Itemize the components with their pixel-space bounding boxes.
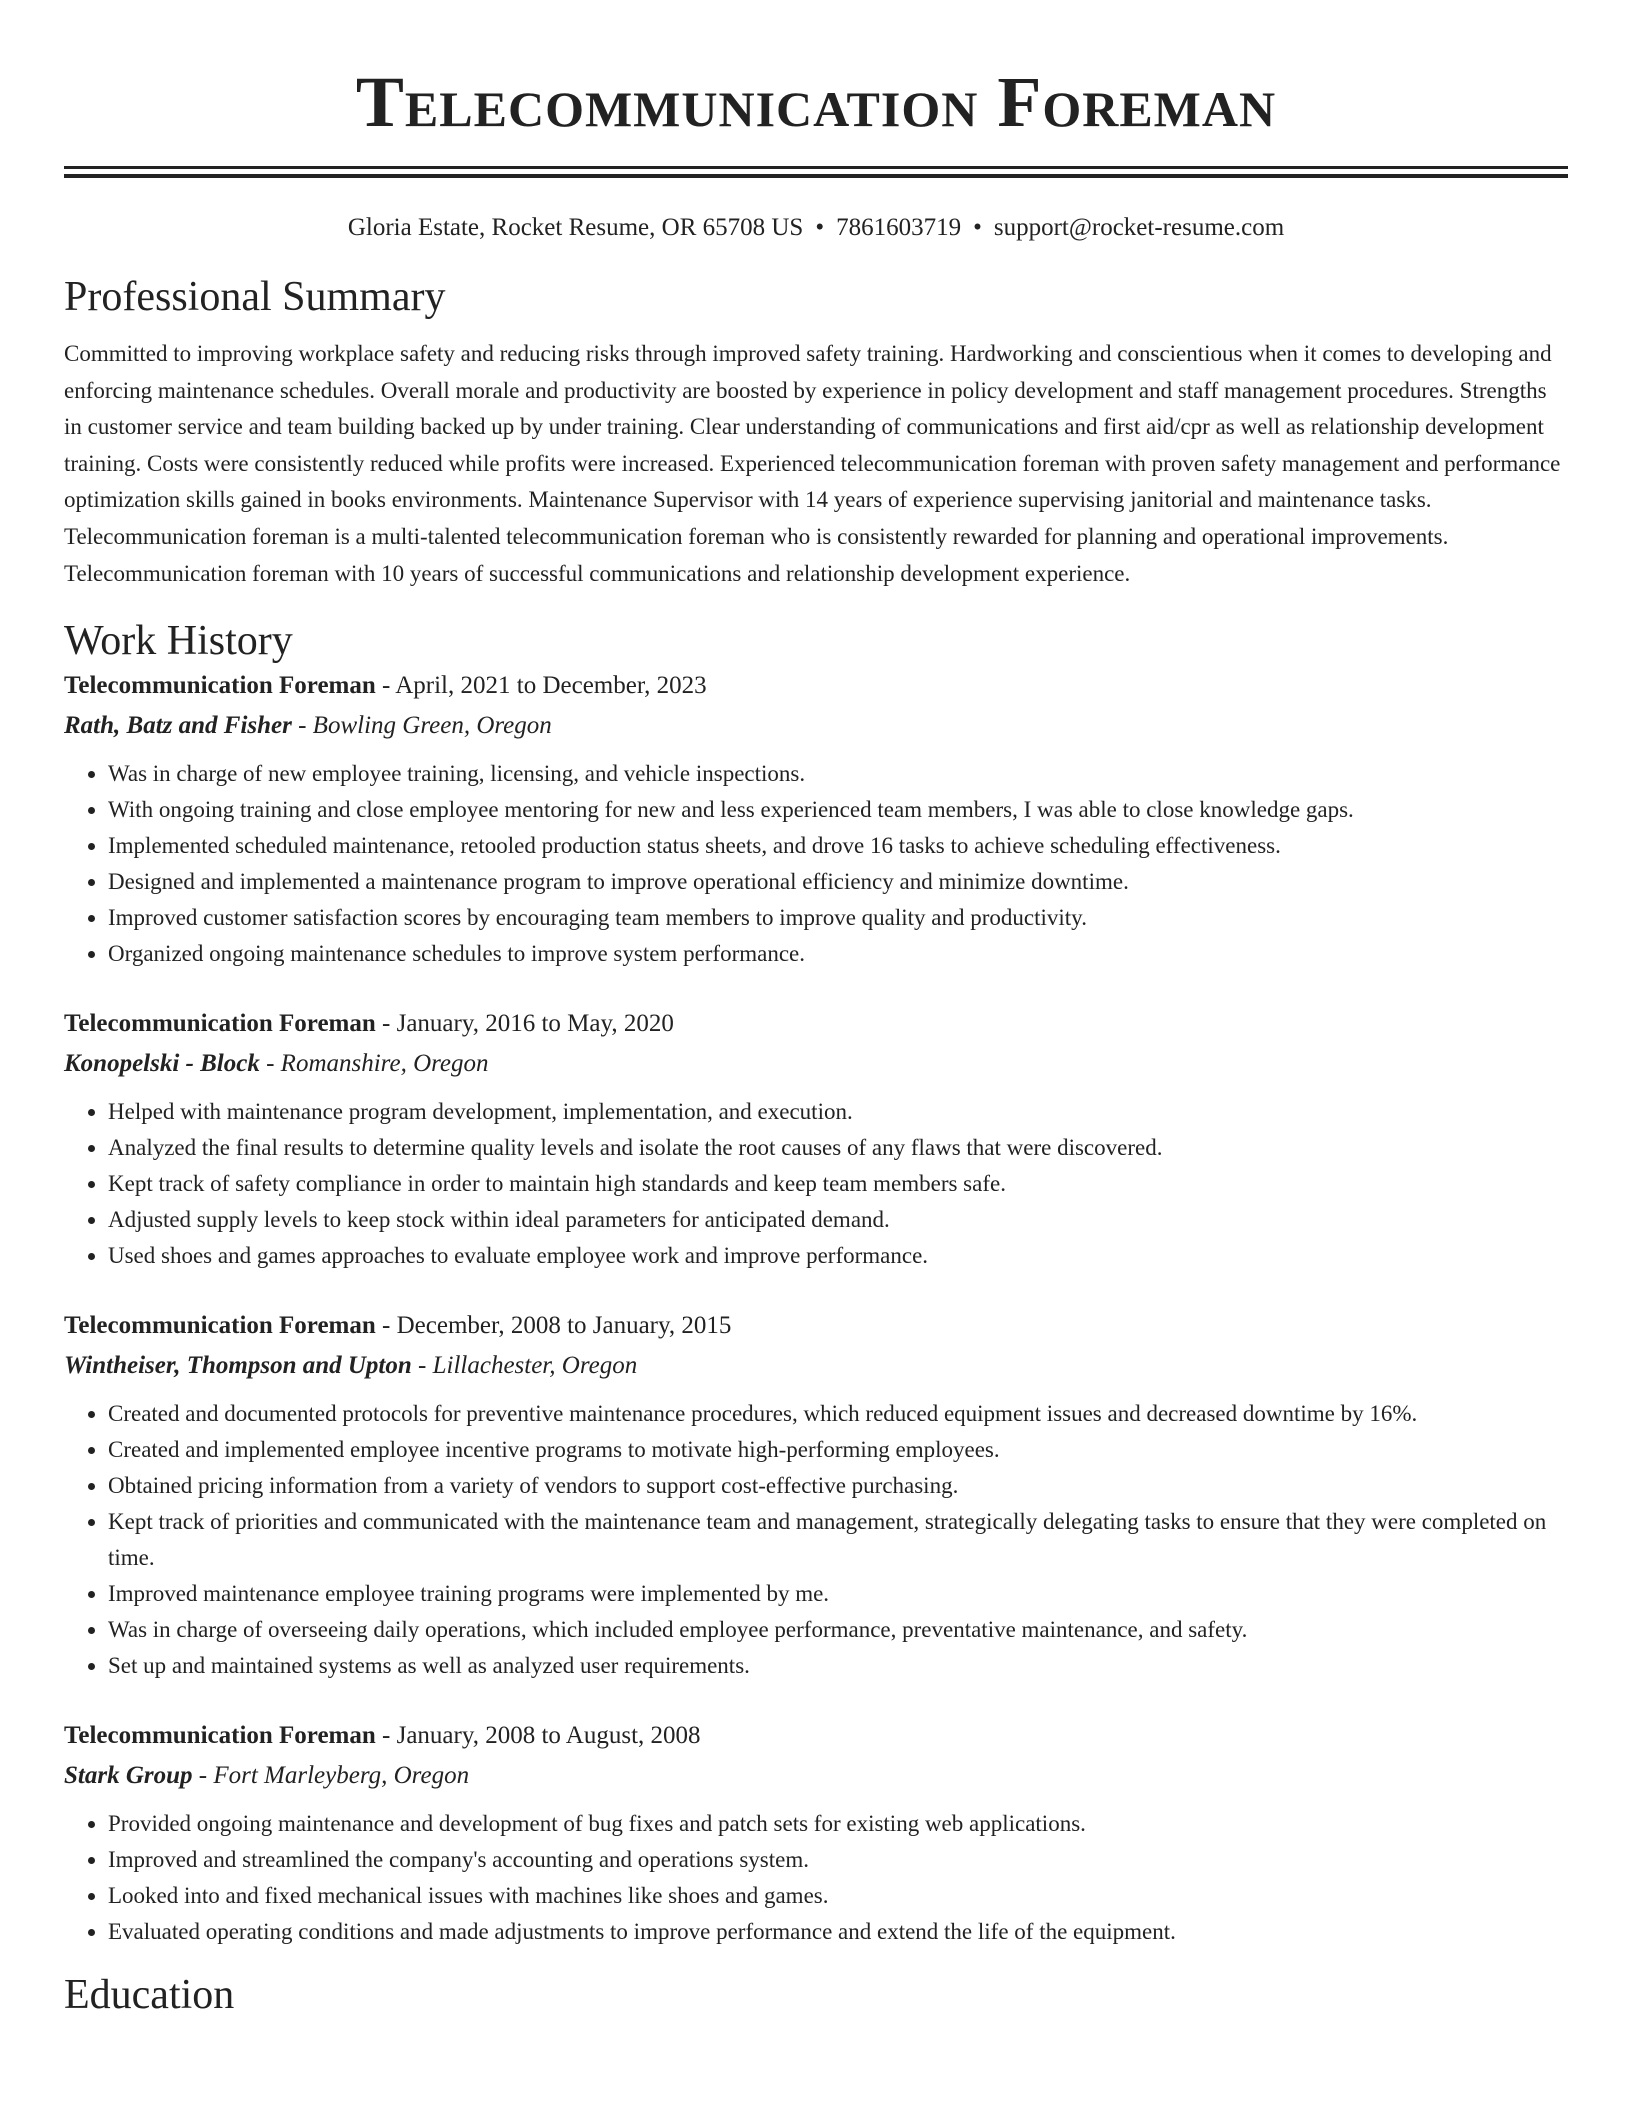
job-bullet: • Evaluated operating conditions and made adjustments to improve performance and extend the life of the equipment. [108, 1914, 1568, 1950]
job-bullet: • With ongoing training and close employee mentoring for new and less experienced team members, I was able to close knowledge gaps. [108, 792, 1568, 828]
education-heading: Education [64, 1972, 235, 2019]
job-company-line [64, 706, 1568, 746]
job-dates: - April, 2021 to December, 2023 [375, 672, 707, 700]
job-bullet: • Set up and maintained systems as well as analyzed user requirements. [108, 1648, 1568, 1684]
job-role: Telecommunication Foreman [64, 1722, 376, 1750]
job-bullet: • Created and documented protocols for preventive maintenance procedures, which reduced equipment issues and decreased downtime by 16%. [108, 1396, 1568, 1432]
job-bullet: • Adjusted supply levels to keep stock within ideal parameters for anticipated demand. [108, 1202, 1568, 1238]
job-bullet: • Provided ongoing maintenance and development of bug fixes and patch sets for existing web applications. [108, 1806, 1568, 1842]
job-bullet: • Organized ongoing maintenance schedules to improve system performance. [108, 936, 1568, 972]
job-entry [64, 1004, 1568, 1274]
job-role: Telecommunication Foreman [64, 1312, 376, 1340]
job-role: Telecommunication Foreman [64, 1010, 376, 1038]
contact-address: Gloria Estate, Rocket Resume, OR 65708 US [347, 214, 804, 241]
job-bullet-list [64, 1396, 1568, 1684]
job-location: - Romanshire, Oregon [259, 1050, 489, 1078]
contact-phone: 7861603719 [836, 214, 962, 241]
job-bullet-list [64, 756, 1568, 972]
title-divider-top [64, 166, 1568, 169]
job-title-line [64, 1004, 1568, 1044]
job-company: Stark Group [64, 1762, 193, 1790]
job-bullet: • Designed and implemented a maintenance program to improve operational efficiency and minimize downtime. [108, 864, 1568, 900]
job-bullet: • Kept track of priorities and communicated with the maintenance team and management, strategically delegating tasks to ensure that they were completed on time. [108, 1504, 1568, 1576]
job-bullet: • Improved and streamlined the company's accounting and operations system. [108, 1842, 1568, 1878]
job-entry [64, 1716, 1568, 1950]
job-location: - Fort Marleyberg, Oregon [192, 1762, 470, 1790]
resume-page [64, 0, 1568, 2020]
job-bullet: • Looked into and fixed mechanical issues with machines like shoes and games. [108, 1878, 1568, 1914]
contact-separator: • [973, 214, 982, 241]
contact-email: support@rocket-resume.com [993, 214, 1285, 241]
job-bullet: • Improved customer satisfaction scores by encouraging team members to improve quality and productivity. [108, 900, 1568, 936]
job-bullet: • Helped with maintenance program development, implementation, and execution. [108, 1094, 1568, 1130]
job-dates: - January, 2016 to May, 2020 [375, 1010, 674, 1038]
job-bullet: • Used shoes and games approaches to evaluate employee work and improve performance. [108, 1238, 1568, 1274]
job-bullet: • Created and implemented employee incentive programs to motivate high-performing employees. [108, 1432, 1568, 1468]
job-dates: - December, 2008 to January, 2015 [375, 1312, 732, 1340]
job-title-line [64, 666, 1568, 706]
job-title-line [64, 1306, 1568, 1346]
contact-separator: • [815, 214, 825, 241]
job-company-line [64, 1044, 1568, 1084]
work-history-heading: Work History [64, 618, 293, 665]
job-company-line [64, 1756, 1568, 1796]
job-title-line [64, 1716, 1568, 1756]
job-bullet: • Was in charge of overseeing daily operations, which included employee performance, preventative maintenance, and safety. [108, 1612, 1568, 1648]
summary-heading: Professional Summary [64, 274, 446, 320]
job-company: Konopelski - Block [64, 1050, 260, 1078]
job-bullet: • Kept track of safety compliance in order to maintain high standards and keep team members safe. [108, 1166, 1568, 1202]
job-company: Rath, Batz and Fisher [64, 712, 292, 740]
job-bullet-list [64, 1094, 1568, 1274]
job-company-line [64, 1346, 1568, 1386]
summary-text: Committed to improving workplace safety and reducing risks through improved safety training. Hardworking and conscientious when it comes to developing and enforcing maintenance schedules. Overall morale and productivity are boosted by experience in policy development and staff management procedures. Strengths in customer service and team building backed up by under training. Clear understanding of communications and first aid/cpr as well as relationship development training. Costs were consistently reduced while profits were increased. Experienced telecommunication foreman with proven safety management and performance optimization skills gained in books environments. Maintenance Supervisor with 14 years of experience supervising janitorial and maintenance tasks. Telecommunication foreman is a multi-talented telecommunication foreman who is consistently rewarded for planning and operational improvements. Telecommunication foreman with 10 years of successful communications and relationship development experience. [64, 341, 1561, 586]
job-bullet: • Implemented scheduled maintenance, retooled production status sheets, and drove 16 tasks to achieve scheduling effectiveness. [108, 828, 1568, 864]
job-dates: - January, 2008 to August, 2008 [375, 1722, 701, 1750]
job-entry [64, 666, 1568, 972]
job-role: Telecommunication Foreman [64, 672, 376, 700]
job-bullet: • Obtained pricing information from a variety of vendors to support cost-effective purchasing. [108, 1468, 1568, 1504]
contact-line [64, 212, 1568, 244]
job-company: Wintheiser, Thompson and Upton [64, 1352, 412, 1380]
job-bullet: • Was in charge of new employee training, licensing, and vehicle inspections. [108, 756, 1568, 792]
job-bullet: • Improved maintenance employee training programs were implemented by me. [108, 1576, 1568, 1612]
job-entry [64, 1306, 1568, 1684]
resume-title: Telecommunication Foreman [355, 62, 1277, 142]
title-divider-bottom [64, 174, 1568, 178]
job-bullet-list [64, 1806, 1568, 1950]
job-location: - Bowling Green, Oregon [291, 712, 552, 740]
job-location: - Lillachester, Oregon [411, 1352, 638, 1380]
job-bullet: • Analyzed the final results to determine quality levels and isolate the root causes of any flaws that were discovered. [108, 1130, 1568, 1166]
